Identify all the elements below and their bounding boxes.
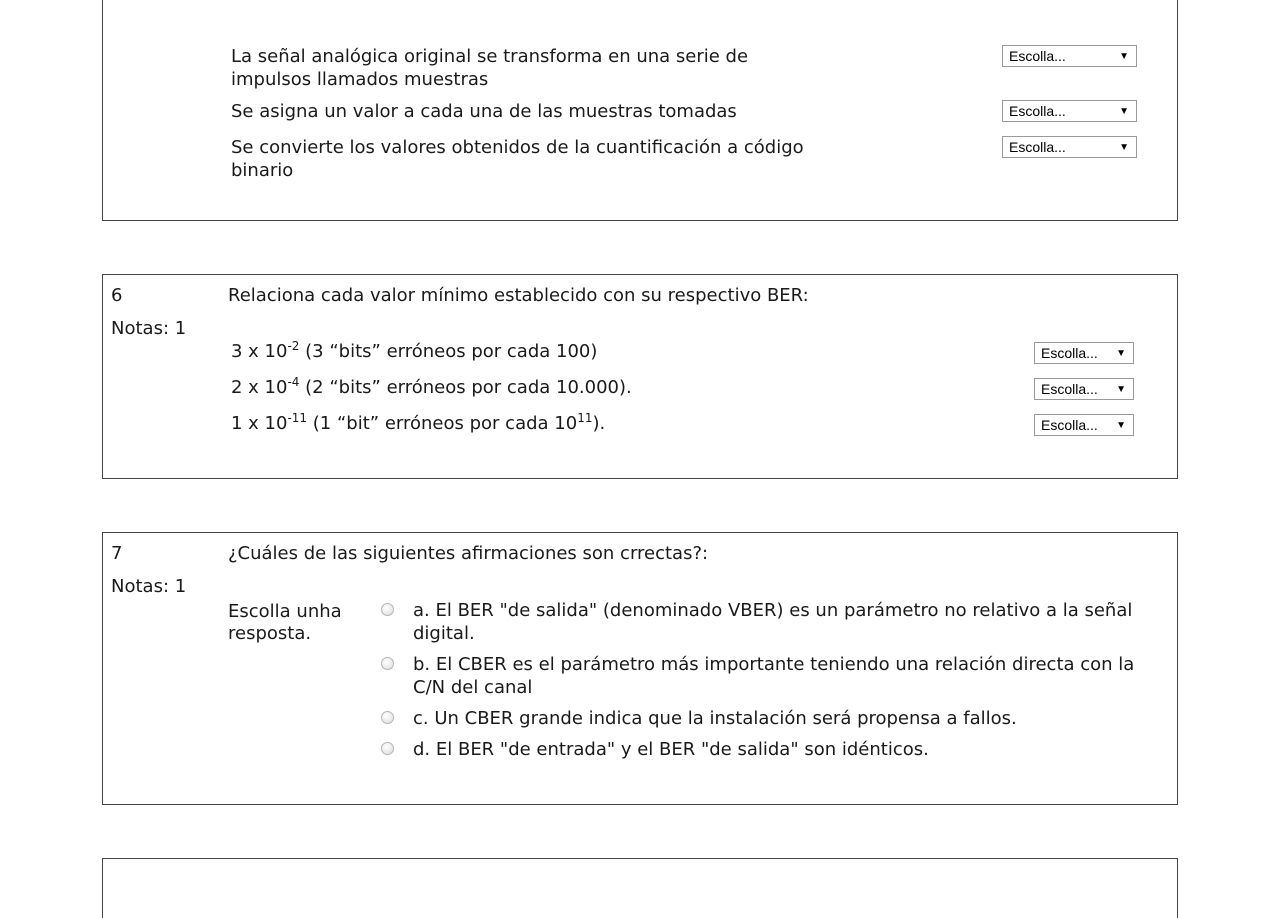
row-stem <box>231 376 632 399</box>
radio-circle-icon[interactable] <box>381 742 394 755</box>
stem-middle: (1 “bit” erróneos por cada 10 <box>307 413 578 434</box>
dropdown-caret-icon: ▼ <box>1119 51 1129 62</box>
question-grade: Notas: 1 <box>111 576 187 597</box>
answer-options <box>379 599 1159 769</box>
matching-row <box>231 375 1126 412</box>
row-stem <box>231 340 632 363</box>
question-5-box <box>102 0 1178 221</box>
stem-exponent: -4 <box>287 375 300 389</box>
answer-select[interactable] <box>1034 342 1134 364</box>
stem-exponent: -2 <box>287 339 300 353</box>
dropdown-caret-icon: ▼ <box>1116 348 1126 359</box>
stem-rest: (3 “bits” erróneos por cada 100) <box>299 341 598 362</box>
question-text: ¿Cuáles de las siguientes afirmaciones son crrectas?: <box>228 543 709 564</box>
stem-exponent: 11 <box>577 411 593 425</box>
matching-row <box>231 100 1129 136</box>
question-grade: Notas: 1 <box>111 318 187 339</box>
answer-prompt: Escolla unha resposta. <box>228 601 342 644</box>
select-value: Escolla... <box>1041 345 1098 361</box>
dropdown-caret-icon: ▼ <box>1119 106 1129 117</box>
question-number: 6 <box>111 285 123 306</box>
row-stem: Se convierte los valores obtenidos de la cuantificación a código binario <box>231 137 804 181</box>
answer-option-d[interactable] <box>379 738 1159 761</box>
select-value: Escolla... <box>1009 48 1066 64</box>
stem-rest: (2 “bits” erróneos por cada 10.000). <box>299 377 632 398</box>
row-stem: La señal analógica original se transforma en una serie de impulsos llamados muestras <box>231 46 749 90</box>
matching-rows <box>231 339 1126 448</box>
radio-circle-icon[interactable] <box>381 603 394 616</box>
answer-option-a[interactable] <box>379 599 1159 645</box>
matching-row <box>231 411 1126 448</box>
dropdown-caret-icon: ▼ <box>1116 420 1126 431</box>
radio-circle-icon[interactable] <box>381 711 394 724</box>
answer-select[interactable] <box>1034 414 1134 436</box>
dropdown-caret-icon: ▼ <box>1116 384 1126 395</box>
matching-row <box>231 136 1129 186</box>
answer-select[interactable] <box>1002 100 1137 122</box>
question-text: Relaciona cada valor mínimo establecido con su respectivo BER: <box>228 285 809 306</box>
stem-base: 1 x 10 <box>231 413 288 434</box>
stem-base: 3 x 10 <box>231 341 288 362</box>
matching-rows <box>231 45 1129 186</box>
answer-option-b[interactable] <box>379 653 1159 699</box>
matching-row <box>231 45 1129 100</box>
question-8-box <box>102 858 1178 918</box>
stem-rest: ). <box>592 413 606 434</box>
question-7-box <box>102 532 1178 805</box>
stem-exponent: -11 <box>287 411 308 425</box>
matching-row <box>231 339 1126 376</box>
row-stem <box>231 412 632 435</box>
option-label: c. Un CBER grande indica que la instalación será propensa a fallos. <box>413 708 1017 729</box>
question-6-box <box>102 274 1178 479</box>
answer-select[interactable] <box>1034 378 1134 400</box>
row-stem: Se asigna un valor a cada una de las muestras tomadas <box>231 101 737 122</box>
select-value: Escolla... <box>1041 417 1098 433</box>
option-label: a. El BER "de salida" (denominado VBER) es un parámetro no relativo a la señal digital. <box>413 600 1133 644</box>
answer-select[interactable] <box>1002 136 1137 158</box>
answer-option-c[interactable] <box>379 707 1159 730</box>
select-value: Escolla... <box>1041 381 1098 397</box>
radio-circle-icon[interactable] <box>381 657 394 670</box>
option-label: d. El BER "de entrada" y el BER "de salida" son idénticos. <box>413 739 929 760</box>
question-number: 7 <box>111 543 123 564</box>
option-label: b. El CBER es el parámetro más importante teniendo una relación directa con la C/N del canal <box>413 654 1135 698</box>
select-value: Escolla... <box>1009 103 1066 119</box>
stem-base: 2 x 10 <box>231 377 288 398</box>
dropdown-caret-icon: ▼ <box>1119 142 1129 153</box>
select-value: Escolla... <box>1009 139 1066 155</box>
answer-select[interactable] <box>1002 45 1137 67</box>
